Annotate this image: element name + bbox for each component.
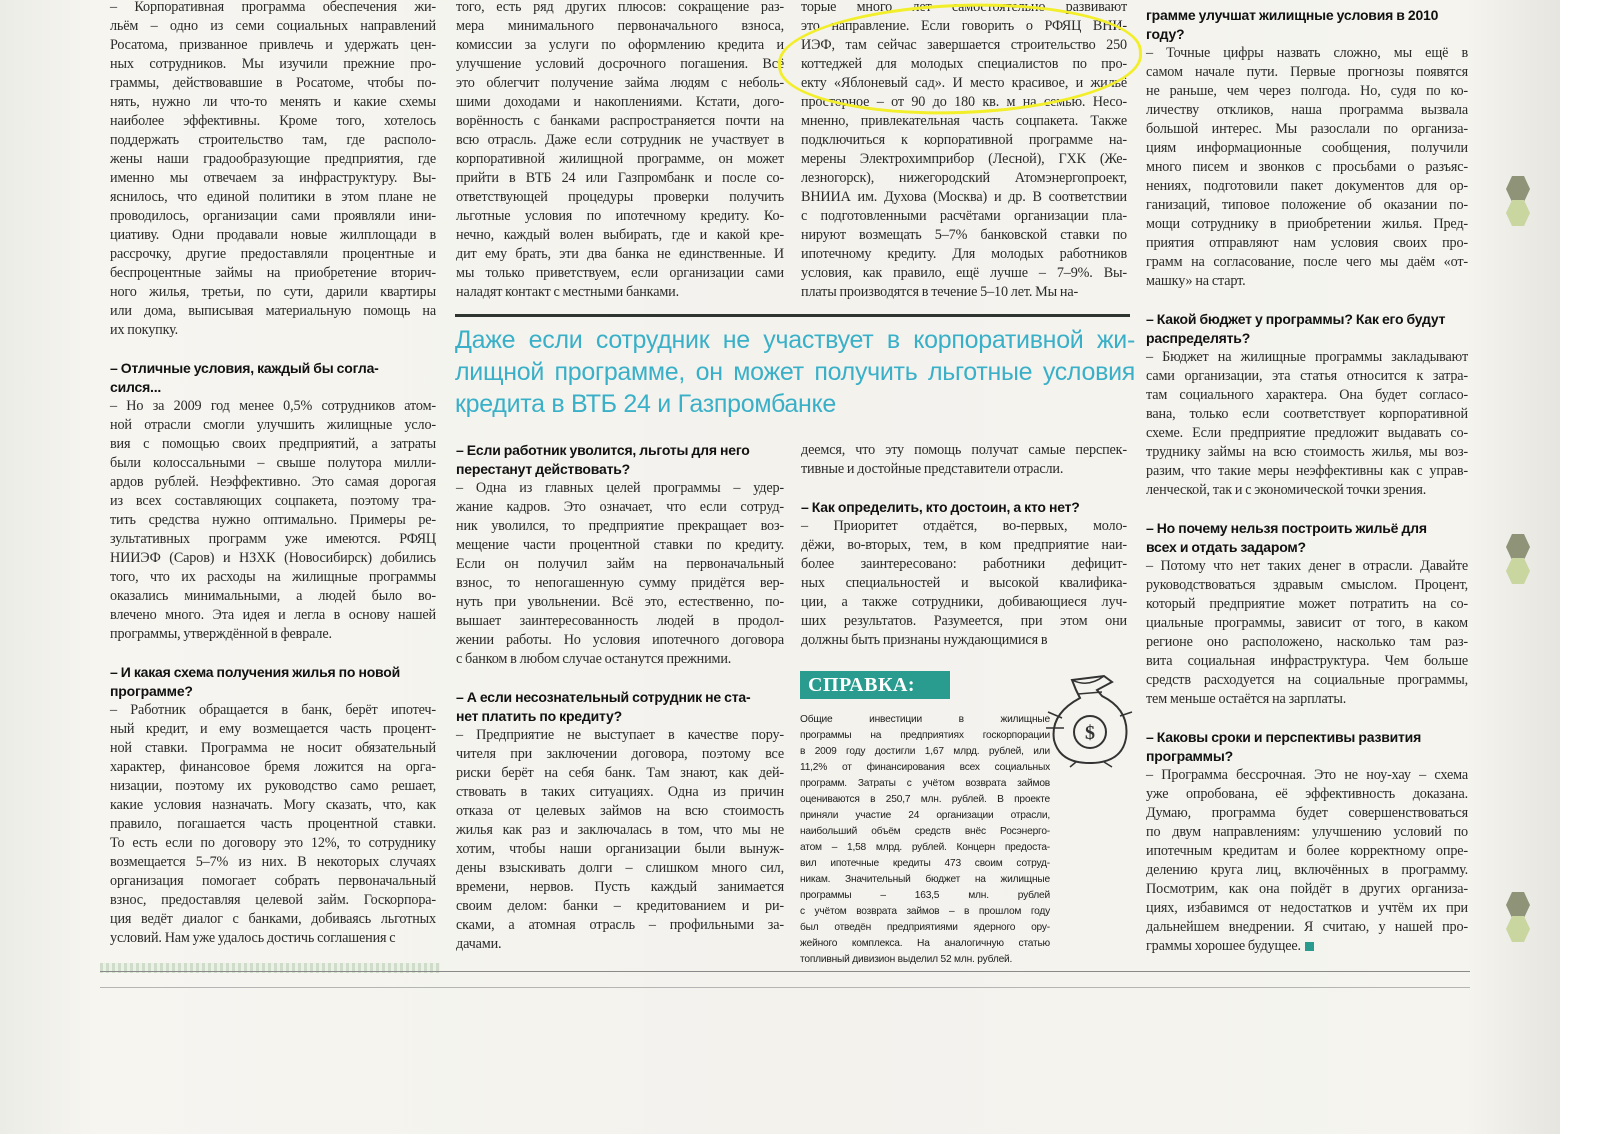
text-line: организация помогает собрать первоначальный xyxy=(110,873,436,889)
text-line: Если он получил займ на первоначальный xyxy=(456,556,784,572)
text-line: – Программа бессрочная. Это не ноу-хау – схема xyxy=(1146,767,1468,783)
col4-question-3: – Каковы сроки и перспективы развития программы? xyxy=(1146,729,1422,764)
text-line: ции, а также сотрудники, добивающиеся луч- xyxy=(801,594,1127,610)
text-line: мерены Электрохимприбор (Лесной), ГХК (Же- xyxy=(801,151,1127,167)
text-line: ИЭФ, там сейчас завершается строительство 250 xyxy=(801,37,1127,53)
text-line: чителя при заключении договора, поэтому все xyxy=(456,746,784,762)
text-line: ардов рублей. Неэффективно. Это самая дорогая xyxy=(110,474,436,490)
text-line: циях, избавимся от недостатков и учтём их при xyxy=(1146,900,1468,916)
text-line: приняли участие 24 организации отрасли, xyxy=(800,810,1050,821)
text-line: наладят контакт с местными банками. xyxy=(456,284,680,300)
text-line: оказались минимальными, а людей было во- xyxy=(110,588,436,604)
text-line: должны быть признаны нуждающимися в xyxy=(801,632,1048,648)
money-bag-dollar-icon xyxy=(1042,668,1137,768)
text-line: атом – 1,58 млрд. рублей. Концерн предоста- xyxy=(800,842,1050,853)
text-line: из всех составляющих соцпакета, поэтому тра- xyxy=(110,493,436,509)
text-line: циальные программы, зависит от того, в каком xyxy=(1146,615,1468,631)
col3-question-1: – Как определить, кто достоин, а кто нет? xyxy=(801,499,1080,515)
text-line: дены взыскивать долги – слишком много сил, xyxy=(456,860,784,876)
text-line: мера минимального первоначального взноса, xyxy=(456,18,784,34)
text-line: платы производятся в течение 5–10 лет. Мы на- xyxy=(801,284,1079,300)
text-line: вил ипотечные кредиты 473 своим сотруд- xyxy=(800,858,1050,869)
text-line: программы на предприятиях госкорпорации xyxy=(800,730,1050,741)
text-line: льём – одно из семи социальных направлений xyxy=(110,18,436,34)
col4-answer-3 xyxy=(1146,766,1468,956)
text-line: оцениваются в 250,7 млн. рублей. В проекте xyxy=(800,794,1050,805)
text-line: условий. Нам уже удалось достичь соглашения с xyxy=(110,930,396,946)
col4-question-2: – Но почему нельзя построить жильё для всех и отдать задаром? xyxy=(1146,520,1427,555)
text-line: – Но за 2009 год менее 0,5% сотрудников атом- xyxy=(110,398,436,414)
svg-text:$: $ xyxy=(1085,722,1095,744)
text-line: времени, нервов. Пусть каждый занимается xyxy=(456,879,784,895)
text-line: Посмотрим, как она пойдёт в других организа- xyxy=(1146,881,1468,897)
text-line: – Работник обращается в банк, берёт ипотеч- xyxy=(110,702,436,718)
text-line: программы – 163,5 млн. рублей xyxy=(800,890,1050,901)
text-line: улучшение условий досрочного погашения. Всё xyxy=(456,56,784,72)
text-line: много писем и звонков с просьбами о разъяс- xyxy=(1146,159,1468,175)
text-line: жание кадров. Это означает, что если сотруд- xyxy=(456,499,784,515)
text-line: екту «Яблоневый сад». И место красивое, и жильё xyxy=(801,75,1127,91)
text-line: хотим, чтобы наши организации были вынуж- xyxy=(456,841,784,857)
column-1 xyxy=(110,0,436,948)
text-line: нуть при увольнении. Всё это, естественно, по- xyxy=(456,594,784,610)
text-line: сами организации, эта статья относится к затра- xyxy=(1146,368,1468,384)
col1-answer-1 xyxy=(110,397,436,644)
text-line: который предприятие может потратить на со- xyxy=(1146,596,1468,612)
col1-intro xyxy=(110,0,436,340)
spravka-text xyxy=(800,712,1050,968)
text-line: наибольший объём средств внёс Росэнерго- xyxy=(800,826,1050,837)
hexagon-ornament-1 xyxy=(1506,176,1530,202)
text-line: Думаю, программа будет совершенствоваться xyxy=(1146,805,1468,821)
text-line: тивные и достойные представители отрасли. xyxy=(801,461,1064,477)
text-line: То есть если по договору это 12%, то сотруднику xyxy=(110,835,436,851)
text-line: – Бюджет на жилищные программы закладывают xyxy=(1146,349,1468,365)
text-line: риски берёт на себя банк. Там знают, как дей- xyxy=(456,765,784,781)
text-line: регионе оно расположено, насколько там раз- xyxy=(1146,634,1468,650)
text-line: своим делом: банки – кредитованием и ри- xyxy=(456,898,784,914)
text-line: какие условия назначать. Могу сказать, что, как xyxy=(110,797,436,813)
text-line: тем меньше остаётся на зарплаты. xyxy=(1146,691,1347,707)
text-line: личеству откликов, наша программа вызвала xyxy=(1146,102,1468,118)
text-line: взнос, предоставляя целевой займ. Госкорпора- xyxy=(110,892,436,908)
col2-answer-1 xyxy=(456,479,784,669)
pullquote-divider xyxy=(455,314,1130,317)
text-line: топливный дивизион выделил 52 млн. рублей. xyxy=(800,954,1013,965)
text-line: комиссии за услуги по оформлению кредита и xyxy=(456,37,784,53)
text-line: с банком в любом случае останутся прежними. xyxy=(456,651,732,667)
text-line: вита социальная инфраструктура. Чем больше xyxy=(1146,653,1468,669)
text-line: ных специальностей и высокой квалифика- xyxy=(801,575,1127,591)
text-line: нечно, каждый волен выбирать, где и какой кре- xyxy=(456,227,784,243)
col1-question-2: – И какая схема получения жилья по новой программе? xyxy=(110,664,401,699)
text-line: льготные условия по ипотечному кредиту. Ко- xyxy=(456,208,784,224)
footer-rule-2 xyxy=(100,987,1470,988)
text-line: вышает заинтересованность людей в продол- xyxy=(456,613,784,629)
text-line: Даже если сотрудник не участвует в корпоративной жи- xyxy=(455,326,1135,354)
text-line: программ. Затраты с учётом возврата займов xyxy=(800,778,1050,789)
text-line: ного жилья, третьи, по сути, дарили квартиры xyxy=(110,284,436,300)
text-line: руководствоваться здравым смыслом. Процент, xyxy=(1146,577,1468,593)
text-line: ной ставки. Программа не носит обязательный xyxy=(110,740,436,756)
col4-answer-1 xyxy=(1146,348,1468,500)
text-line: коттеджей для молодых специалистов по про- xyxy=(801,56,1127,72)
hexagon-ornament-4 xyxy=(1506,558,1530,584)
text-line: вия с помощью своих предприятий, а затраты xyxy=(110,436,436,452)
text-line: низации, поэтому их руководство само решает, xyxy=(110,778,436,794)
text-line: машку» на старт. xyxy=(1146,273,1246,289)
text-line: – Точные цифры назвать сложно, мы ещё в xyxy=(1146,45,1468,61)
text-line: мненно, привлекательная часть соцпакета. Также xyxy=(801,113,1127,129)
text-line: это направление. Если говорить о РФЯЦ ВНИ- xyxy=(801,18,1127,34)
text-line: ипотечным кредитам и более корректному опре- xyxy=(1146,843,1468,859)
text-line: рассрочку, другие предоставляли процентные и xyxy=(110,246,436,262)
text-line: Росатома, призванное привлечь и удержать цен- xyxy=(110,37,436,53)
pullquote xyxy=(455,324,1135,420)
text-line: по двум направлениям: улучшению условий по xyxy=(1146,824,1468,840)
footer-rule xyxy=(100,971,1470,972)
text-line: того, есть ряд других плюсов: сокращение раз- xyxy=(456,0,784,15)
spravka-label: СПРАВКА: xyxy=(800,671,950,699)
text-line: жилья как раз и заключалась в том, что мы не xyxy=(456,822,784,838)
text-line: большой интерес. Мы разослали по организа- xyxy=(1146,121,1468,137)
text-line: циативу. Одни продавали новые жилплощади в xyxy=(110,227,436,243)
text-line: – Одна из главных целей программы – удер- xyxy=(456,480,784,496)
col3-answer-1 xyxy=(801,517,1127,650)
text-line: с подготовленными расчётами организации пла- xyxy=(801,208,1127,224)
text-line: мы только приветствуем, если организации сами xyxy=(456,265,784,281)
text-line: были колоссальными – свыше полутора милли- xyxy=(110,455,436,471)
text-line: ипотечному кредиту. Для молодых работников xyxy=(801,246,1127,262)
col4-answer-2 xyxy=(1146,557,1468,709)
text-line: ных сотрудников. Мы изучили прежние про- xyxy=(110,56,436,72)
text-line: граммы хорошее будущее. xyxy=(1146,937,1468,956)
col3-lead xyxy=(801,441,1127,479)
text-line: там социального характера. Она будет согласо- xyxy=(1146,387,1468,403)
text-line: 11,2% от финансирования всех социальных xyxy=(800,762,1050,773)
text-line: их покупку. xyxy=(110,322,179,338)
text-line: того, что их расходы на жилищные программы xyxy=(110,569,436,585)
text-line: ответствующей процедуры проверки получить xyxy=(456,189,784,205)
text-line: средств расходуется на социальные программы, xyxy=(1146,672,1468,688)
text-line: – Приоритет отдаётся, во-первых, моло- xyxy=(801,518,1127,534)
text-line: – Корпоративная программа обеспечения жи- xyxy=(110,0,436,15)
text-line: трудникy займы на всю стоимость жилья, мы воз- xyxy=(1146,444,1468,460)
text-line: более заинтересовано: работники дефицит- xyxy=(801,556,1127,572)
text-line: проводилось, организации сами проявляли ини- xyxy=(110,208,436,224)
column-3-bottom xyxy=(801,441,1127,650)
text-line: яснилось, что единой политики в этом плане не xyxy=(110,189,436,205)
text-line: ворённость с банками распространяется почти на xyxy=(456,113,784,129)
col2-top-text xyxy=(456,0,784,302)
text-line: влечено много. Эта идея и легла в основу нашей xyxy=(110,607,436,623)
text-line: жейного комплекса. На аналогичную статью xyxy=(800,938,1050,949)
text-line: в 2009 году достигли 1,67 млрд. рублей, или xyxy=(800,746,1050,757)
text-line: всю отрасль. Даже если сотрудник не участвует в xyxy=(456,132,784,148)
text-line: – Предприятие не выступает в качестве пору- xyxy=(456,727,784,743)
text-line: схеме. Если предприятие предложит выдавать со- xyxy=(1146,425,1468,441)
text-line: сками, а атомная отрасль – профильными за- xyxy=(456,917,784,933)
text-line: циям информационные сообщения, получили xyxy=(1146,140,1468,156)
article-end-marker xyxy=(1305,942,1314,951)
text-line: разим, что такие меры неэффективны как с управ- xyxy=(1146,463,1468,479)
text-line: прийти в ВТБ 24 или Газпромбанк и после со- xyxy=(456,170,784,186)
col4-question-0: грамме улучшат жилищные условия в 2010 году? xyxy=(1146,7,1439,42)
text-line: или дома, выписывая материальную помощь на xyxy=(110,303,436,319)
text-line: отказа от целевых займов на всю стоимость xyxy=(456,803,784,819)
hexagon-ornament-2 xyxy=(1506,200,1530,226)
col4-answer-0 xyxy=(1146,44,1468,291)
col4-question-1: – Какой бюджет у программы? Как его будут распределять? xyxy=(1146,311,1446,346)
text-line: НИИЭФ (Саров) и НЗХК (Новосибирск) добились xyxy=(110,550,436,566)
text-line: дальнейшем внедрении. Я считаю, у нашей про- xyxy=(1146,919,1468,935)
text-line: жены наши градообразующие предприятия, где xyxy=(110,151,436,167)
text-line: ленческой, так и с экономической точки зрения. xyxy=(1146,482,1427,498)
text-line: нируют возмещать 5–7% банковской ставки по xyxy=(801,227,1127,243)
text-line: с учётом возврата займов – в прошлом году xyxy=(800,906,1050,917)
column-2-bottom xyxy=(456,441,784,954)
text-line: ник уволился, то предприятие прекращает воз- xyxy=(456,518,784,534)
text-line: ганизаций, типовое положение об оказании по- xyxy=(1146,197,1468,213)
text-line: делению круга лиц, включённых в программу. xyxy=(1146,862,1468,878)
text-line: мощи сотруднику в приобретении жилья. Пред- xyxy=(1146,216,1468,232)
text-line: нять, нужно ли что-то менять и какие схемы xyxy=(110,94,436,110)
text-line: именно мы отвечаем за инфраструктуру. Вы- xyxy=(110,170,436,186)
col1-question-1: – Отличные условия, каждый бы согла- сился... xyxy=(110,360,379,395)
col2-answer-2 xyxy=(456,726,784,954)
text-line: лищной программе, он может получить льготные условия xyxy=(455,358,1135,386)
column-4 xyxy=(1146,6,1468,956)
text-line: ших результатов. Разумеется, при этом они xyxy=(801,613,1127,629)
text-line: взнос, то непогашенную сумму придётся вер- xyxy=(456,575,784,591)
text-line: ной отрасли смогли улучшить жилищные усло- xyxy=(110,417,436,433)
text-line: уже опробована, её эффективность доказана. xyxy=(1146,786,1468,802)
text-line: не раньше, чем через полгода. Но, судя по ко- xyxy=(1146,83,1468,99)
text-line: беспроцентные займы на приобретение вторич- xyxy=(110,265,436,281)
text-line: характер, финансовое бремя ложится на орга- xyxy=(110,759,436,775)
text-line: грамм на согласование, после чего мы даём «от- xyxy=(1146,254,1468,270)
text-line: жении работы. Но условия ипотечного договора xyxy=(456,632,784,648)
text-line: лезногорск), нижегородский Атомэнергопроект, xyxy=(801,170,1127,186)
column-2-top xyxy=(456,0,784,302)
text-line: наиболее эффективны. Кроме того, хотелось xyxy=(110,113,436,129)
hexagon-ornament-6 xyxy=(1506,916,1530,942)
text-line: нениях, подготовили пакет документов для ор- xyxy=(1146,178,1468,194)
text-line: самом начале пути. Первые прогнозы появятся xyxy=(1146,64,1468,80)
text-line: дачами. xyxy=(456,936,502,952)
text-line: ВНИИА им. Духова (Москва) и др. В соответствии xyxy=(801,189,1127,205)
text-line: деемся, что эту помощь получат самые перспек- xyxy=(801,442,1127,458)
text-line: приятия отправляют нам условия своих про- xyxy=(1146,235,1468,251)
text-line: ция ведёт диалог с банками, добиваясь льготных xyxy=(110,911,436,927)
text-line: мещение части процентной ставки по кредиту. xyxy=(456,537,784,553)
text-line: торые много лет самостоятельно развивают xyxy=(801,0,1127,15)
hexagon-ornament-3 xyxy=(1506,534,1530,560)
text-line: шими доходами и накоплениями. Кстати, дого- xyxy=(456,94,784,110)
text-line: дёжи, во-вторых, тем, в ком предприятие наи- xyxy=(801,537,1127,553)
text-line: был отведён предприятиями ядерного ору- xyxy=(800,922,1050,933)
text-line: ствовать в таких ситуациях. Одна из причин xyxy=(456,784,784,800)
text-line: просторное – от 90 до 180 кв. м на семью. Несо- xyxy=(801,94,1127,110)
hexagon-ornament-5 xyxy=(1506,892,1530,918)
text-line: ный кредит, и ему возмещается часть процент- xyxy=(110,721,436,737)
text-line: правило, погашается часть процентной ставки. xyxy=(110,816,436,832)
text-line: зультативных программ уже имеются. РФЯЦ xyxy=(110,531,436,547)
text-line: поддержать строительство там, где располо- xyxy=(110,132,436,148)
text-line: условия, как правило, ещё лучше – 7–9%. Вы- xyxy=(801,265,1127,281)
text-line: корпоративной жилищной программе, он может xyxy=(456,151,784,167)
text-line: это облегчит получение займа людям с неболь- xyxy=(456,75,784,91)
text-line: граммы, действовавшие в Росатоме, чтобы по- xyxy=(110,75,436,91)
col2-question-1: – Если работник уволится, льготы для него перестанут действовать? xyxy=(456,442,750,477)
text-line: дит ему брать, эти два банка не единственные. И xyxy=(456,246,784,262)
text-line: вана, только если соответствует корпоративной xyxy=(1146,406,1468,422)
text-line: возмещается 5–7% из них. В некоторых случаях xyxy=(110,854,436,870)
text-line: тить средства нужно оптимально. Примеры ре- xyxy=(110,512,436,528)
text-line: программы, утверждённой в феврале. xyxy=(110,626,332,642)
text-line: никам. Значительный бюджет на жилищные xyxy=(800,874,1050,885)
text-line: кредита в ВТБ 24 и Газпромбанке xyxy=(455,390,837,418)
text-line: Общие инвестиции в жилищные xyxy=(800,714,1050,725)
text-line: – Потому что нет таких денег в отрасли. Давайте xyxy=(1146,558,1468,574)
text-line: подключиться к корпоративной программе на- xyxy=(801,132,1127,148)
col1-answer-2 xyxy=(110,701,436,948)
col2-question-2: – А если несознательный сотрудник не ста- нет платить по кредиту? xyxy=(456,689,751,724)
